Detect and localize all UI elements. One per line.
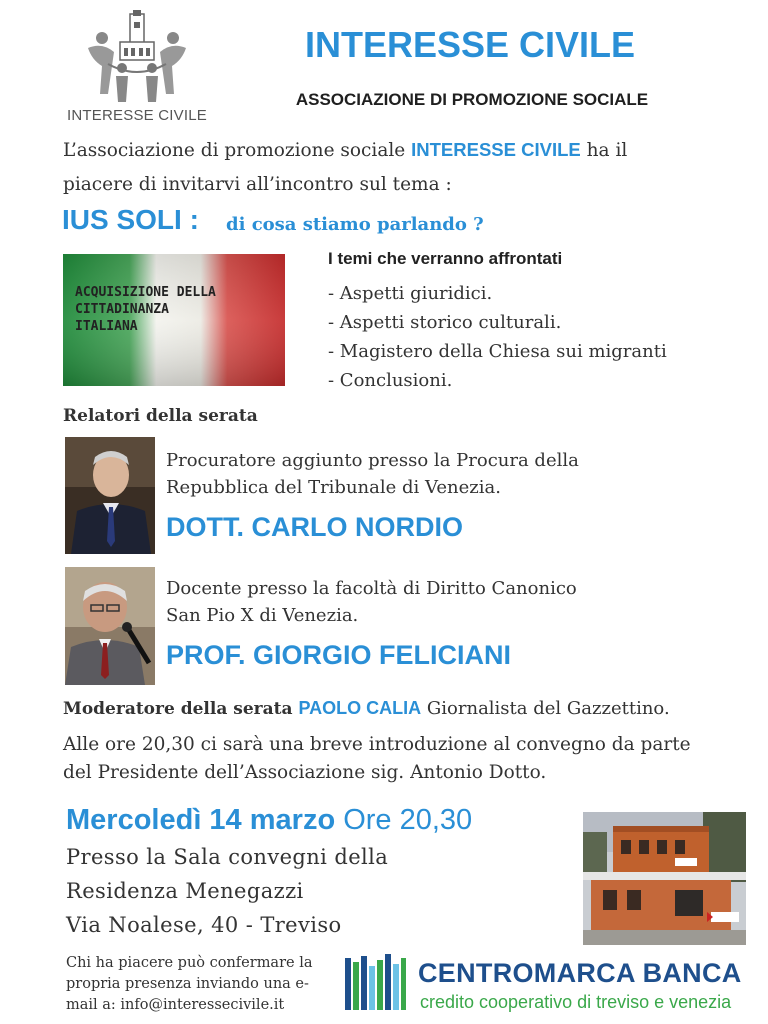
intro-line-1 (63, 139, 627, 161)
speaker-description: Repubblica del Tribunale di Venezia. (166, 477, 501, 498)
event-date: Mercoledì 14 marzo (66, 804, 336, 836)
page-title: INTERESSE CIVILE (304, 24, 636, 65)
bank-tagline: credito cooperativo di treviso e venezia (420, 992, 732, 1012)
speaker-photo-feliciani (65, 567, 155, 685)
flag-caption-line: ITALIANA (75, 319, 138, 334)
theme-item: - Aspetti giuridici. (328, 283, 493, 304)
speaker-name: DOTT. CARLO NORDIO (166, 512, 463, 542)
bank-name: CENTROMARCA BANCA (418, 958, 742, 988)
topic-subtitle: di cosa stiamo parlando ? (226, 214, 484, 235)
venue-photo (583, 812, 746, 945)
speaker-photo-nordio (65, 437, 155, 554)
event-place-line: Presso la Sala convegni della (66, 845, 389, 869)
event-time: Ore 20,30 (343, 804, 473, 836)
rsvp-line: mail a: info@interessecivile.it (66, 997, 285, 1013)
theme-item: - Conclusioni. (328, 370, 453, 391)
event-place-line: Residenza Menegazzi (66, 879, 304, 903)
topic-title: IUS SOLI : (62, 204, 199, 235)
flag-caption (75, 284, 275, 335)
logo-caption: INTERESSE CIVILE (67, 107, 207, 124)
building-icon (583, 812, 746, 945)
flag-caption-line: CITTADINANZA (75, 302, 169, 317)
intro-text: L’associazione di promozione sociale (63, 140, 412, 161)
person-icon (65, 437, 155, 554)
speaker-name: PROF. GIORGIO FELICIANI (166, 640, 512, 670)
theme-item: - Aspetti storico culturali. (328, 312, 562, 333)
speakers-heading: Relatori della serata (63, 406, 258, 426)
flag-caption-line: ACQUISIZIONE DELLA (75, 285, 216, 300)
event-place-line: Via Noalese, 40 - Treviso (66, 913, 342, 937)
speaker-description: Procuratore aggiunto presso la Procura della (166, 450, 579, 471)
intro-line-2: piacere di invitarvi all’incontro sul tema : (63, 174, 452, 195)
speaker-description: San Pio X di Venezia. (166, 605, 359, 626)
moderator-line (63, 698, 670, 719)
intro-text-end: ha il (580, 140, 628, 161)
event-datetime (66, 804, 472, 837)
theme-item: - Magistero della Chiesa sui migranti (328, 341, 667, 362)
page-subtitle: ASSOCIAZIONE DI PROMOZIONE SOCIALE (295, 90, 649, 109)
themes-heading: I temi che verranno affrontati (328, 249, 563, 268)
bank-logo-icon (343, 952, 407, 1016)
intro-highlight: INTERESSE CIVILE (411, 139, 581, 160)
person-icon (65, 567, 155, 685)
moderator-name: PAOLO CALIA (298, 698, 422, 718)
speaker-description: Docente presso la facoltà di Diritto Canonico (166, 578, 577, 599)
citizenship-flag-image (63, 254, 285, 386)
rsvp-line: propria presenza inviando una e- (66, 976, 309, 992)
moderator-label: Moderatore della serata (63, 699, 293, 719)
bank-logo (343, 952, 407, 1016)
logo-emblem-icon (78, 8, 196, 108)
moderator-role: Giornalista del Gazzettino. (421, 698, 670, 719)
rsvp-line: Chi ha piacere può confermare la (66, 955, 313, 971)
introduction-line: Alle ore 20,30 ci sarà una breve introduzione al convegno da parte (63, 734, 691, 755)
introduction-line: del Presidente dell’Associazione sig. Antonio Dotto. (63, 762, 547, 783)
